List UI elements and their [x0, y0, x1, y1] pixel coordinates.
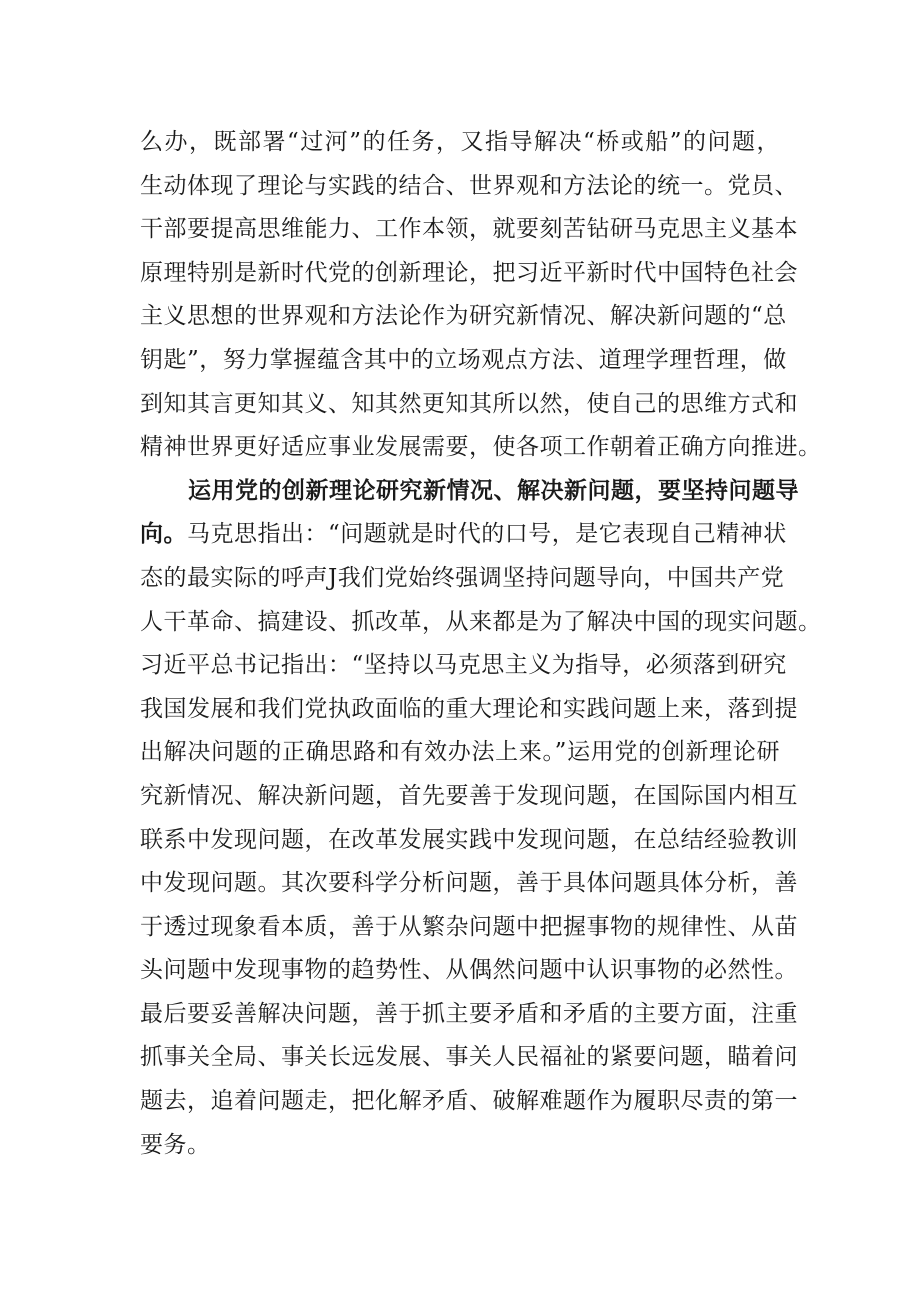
text-line: 原理特别是新时代党的创新理论，把习近平新时代中国特色社会	[140, 259, 798, 286]
text-line: 习近平总书记指出：“坚持以马克思主义为指导，必须落到研究	[140, 652, 787, 679]
text-line: 于透过现象看本质，善于从繁杂问题中把握事物的规律性、从苗	[140, 913, 798, 940]
text-line: 态的最实际的呼声J我们党始终强调坚持问题导向，中国共产党	[140, 564, 785, 591]
text-line: 联系中发现问题，在改革发展实践中发现问题，在总结经验教训	[140, 826, 798, 853]
paragraph-2	[140, 470, 822, 1168]
text-line: 中发现问题。其次要科学分析问题，善于具体问题具体分析，善	[140, 870, 798, 897]
text-line: 要务。	[140, 1131, 211, 1158]
text-line: 生动体现了理论与实践的结合、世界观和方法论的统一。党员、	[140, 172, 798, 199]
text-line: 头问题中发现事物的趋势性、从偶然问题中认识事物的必然性。	[140, 957, 798, 984]
paragraph-1	[140, 121, 822, 470]
text-line: 干部要提高思维能力、工作本领，就要刻苦钻研马克思主义基本	[140, 216, 798, 243]
text-line: 出解决问题的正确思路和有效办法上来。”运用党的创新理论研	[140, 739, 780, 766]
paragraph-heading: 运用党的创新理论研究新情况、解决新问题，要坚持问题导	[188, 477, 799, 504]
paragraph-heading-end: 向。	[140, 521, 187, 548]
text-line: 主义思想的世界观和方法论作为研究新情况、解决新问题的“总	[140, 303, 787, 330]
text-line: 题去，追着问题走，把化解矛盾、破解难题作为履职尽责的第一	[140, 1088, 798, 1115]
text-line: 最后要妥善解决问题，善于抓主要矛盾和矛盾的主要方面，注重	[140, 1000, 798, 1027]
text-line: 么办，既部署“过河”的任务，又指导解决“桥或船”的问题，	[140, 129, 780, 155]
text-line: 究新情况、解决新问题，首先要善于发现问题，在国际国内相互	[140, 782, 798, 809]
text-span: 马克思指出：“问题就是时代的口号，是它表现自己精神状	[187, 521, 787, 548]
text-line	[140, 513, 787, 557]
text-line: 抓事关全局、事关长远发展、事关人民福祉的紧要问题，瞄着问	[140, 1044, 798, 1071]
text-line: 精神世界更好适应事业发展需要，使各项工作朝着正确方向推进。	[140, 434, 822, 461]
text-line: 钥匙”，努力掌握蕴含其中的立场观点方法、道理学理哲理，做	[140, 346, 787, 373]
document-body	[140, 121, 822, 1167]
text-line: 我国发展和我们党执政面临的重大理论和实践问题上来，落到提	[140, 695, 798, 722]
text-line: 到知其言更知其义、知其然更知其所以然，使自己的思维方式和	[140, 390, 798, 417]
text-line: 人干革命、搞建设、抓改革，从来都是为了解决中国的现实问题。	[140, 608, 822, 635]
